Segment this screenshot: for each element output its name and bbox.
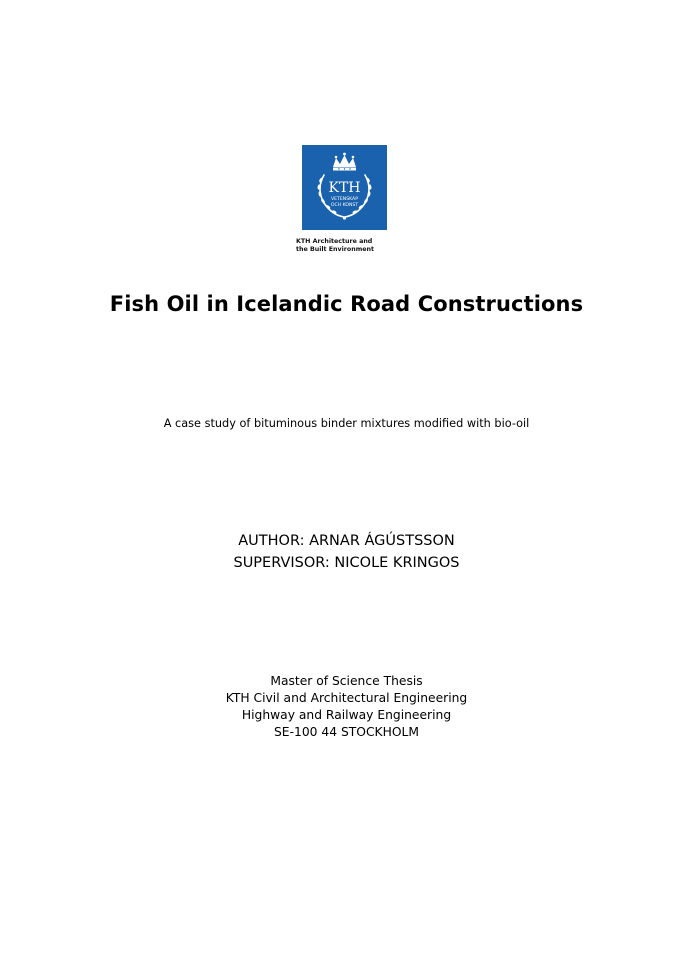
degree-line: Master of Science Thesis: [270, 674, 423, 688]
logo-caption: [296, 238, 416, 254]
kth-emblem-icon: [302, 145, 387, 230]
address-line: SE-100 44 STOCKHOLM: [274, 725, 419, 739]
school-line: KTH Civil and Architectural Engineering: [225, 691, 468, 705]
logo-motto-line2: OCH KONST: [330, 203, 359, 208]
logo-caption-line2: the Built Environment: [296, 246, 375, 253]
logo-kth-text: KTH: [328, 180, 361, 196]
kth-logo: [302, 145, 387, 230]
logo-motto-line1: VETENSKAP: [331, 197, 358, 202]
author-line: AUTHOR: ARNAR ÁGÚSTSSON: [238, 533, 455, 549]
supervisor-line: SUPERVISOR: NICOLE KRINGOS: [233, 555, 460, 571]
thesis-subtitle: A case study of bituminous binder mixtures modified with bio-oil: [163, 417, 530, 430]
department-line: Highway and Railway Engineering: [241, 708, 452, 722]
thesis-title: Fish Oil in Icelandic Road Constructions: [109, 292, 584, 316]
logo-caption-line1: KTH Architecture and: [296, 238, 373, 245]
